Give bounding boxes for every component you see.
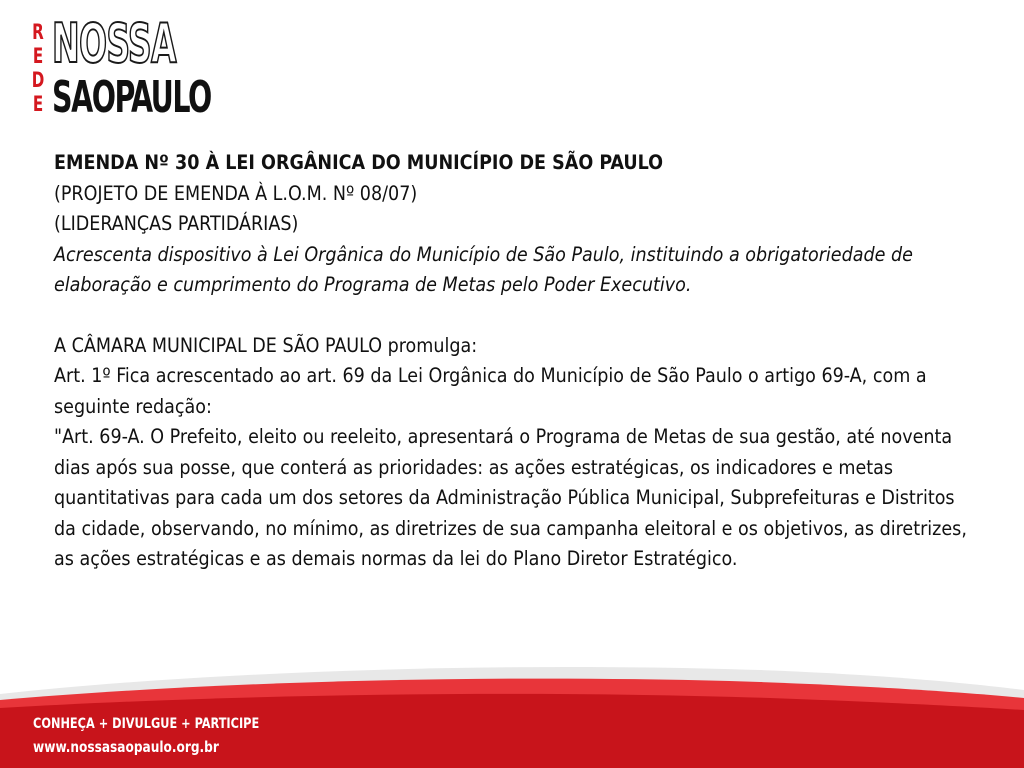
document-title: EMENDA Nº 30 À LEI ORGÂNICA DO MUNICÍPIO DE SÃO PAULO [54, 151, 664, 174]
logo-rede-vertical [28, 20, 48, 116]
logo-rede-letter: D [31, 68, 45, 92]
logo-sao-paulo: SAOPAULO [52, 72, 211, 123]
footer-url[interactable]: www.nossasaopaulo.org.br [33, 738, 219, 756]
document-body [54, 148, 974, 575]
rede-nossa-sao-paulo-logo [28, 12, 211, 125]
footer-slogan: CONHEÇA + DIVULGUE + PARTICIPE [33, 716, 260, 732]
logo-rede-letter: E [32, 44, 44, 68]
logo-rede-letter: E [32, 92, 44, 116]
document-project-ref: (PROJETO DE EMENDA À L.O.M. Nº 08/07) [54, 181, 418, 205]
document-article-1: Art. 1º Fica acrescentado ao art. 69 da Lei Orgânica do Município de São Paulo o artigo 69-A, com a seguinte redação: [54, 364, 927, 418]
document-summary: Acrescenta dispositivo à Lei Orgânica do Município de São Paulo, instituindo a obrigatoriedade de elaboração e cumprimento do Programa de Metas pelo Poder Executivo. [54, 242, 913, 296]
paragraph-gap [54, 301, 974, 331]
document-article-69a: "Art. 69-A. O Prefeito, eleito ou reeleito, apresentará o Programa de Metas de sua gestão, até noventa dias após sua posse, que conterá as prioridades: as ações estratégicas, os indicadores e metas quantitativas para cada um dos setores da Administração Pública Municipal, Subprefeituras e Distritos da cidade, observando, no mínimo, as diretrizes de sua campanha eleitoral e os objetivos, as diretrizes, as ações estratégicas e as demais normas da lei do Plano Diretor Estratégico. [54, 425, 967, 570]
logo-rede-letter: R [32, 20, 44, 44]
logo-nossa: NOSSA [52, 12, 176, 75]
document-promulgation: A CÂMARA MUNICIPAL DE SÃO PAULO promulga: [54, 333, 478, 357]
footer-band [0, 660, 1024, 768]
document-authors: (LIDERANÇAS PARTIDÁRIAS) [54, 212, 299, 235]
